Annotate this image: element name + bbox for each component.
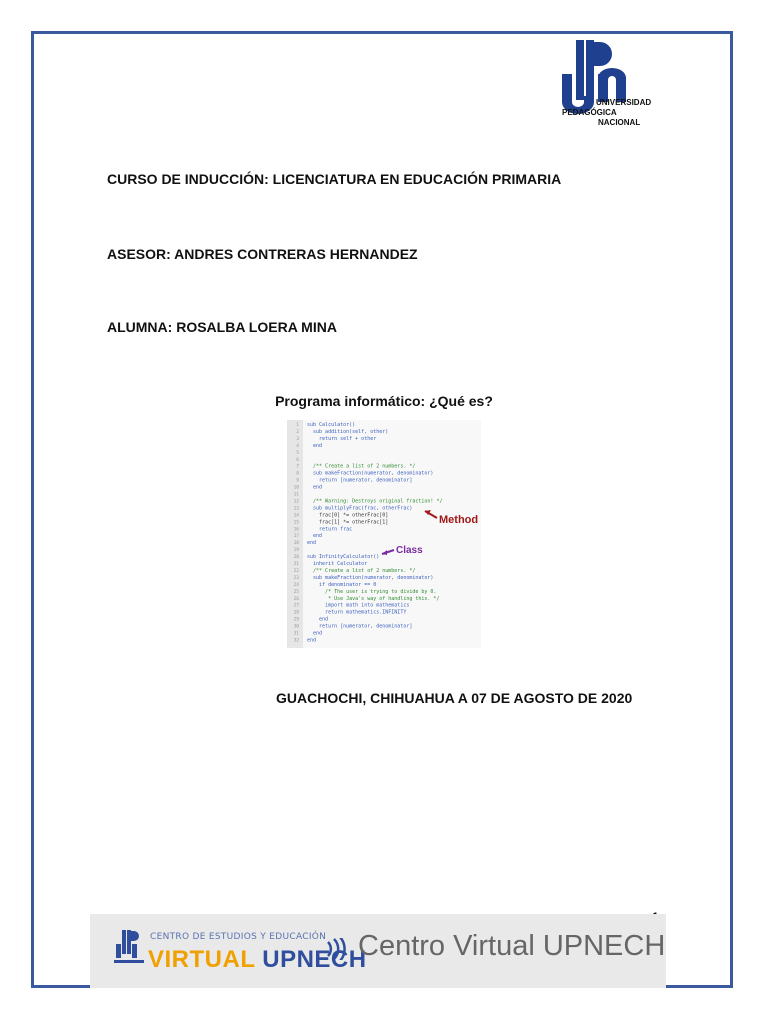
code-line: frac[1] *= otherFrac[1] bbox=[307, 519, 389, 526]
code-line: return self + other bbox=[307, 435, 377, 442]
code-line-number: 8 bbox=[296, 471, 299, 477]
banner-title: Centro Virtual UPNECH bbox=[358, 930, 666, 962]
code-line: inherit Calculator bbox=[307, 561, 368, 567]
code-line: end bbox=[307, 616, 329, 623]
code-line-number: 3 bbox=[296, 436, 299, 442]
code-line: if denominator == 0 bbox=[307, 581, 377, 588]
code-line: sub InfinityCalculator() bbox=[307, 554, 380, 561]
code-line: end bbox=[307, 484, 323, 491]
code-line-number: 5 bbox=[296, 450, 299, 456]
code-line: frac[0] *= otherFrac[0] bbox=[307, 512, 389, 519]
code-line-number: 13 bbox=[293, 506, 299, 512]
code-line: * Use Java's way of handling this. */ bbox=[307, 595, 440, 602]
banner-upnech: UPNECH bbox=[262, 946, 367, 973]
logo-line-3: NACIONAL bbox=[598, 118, 641, 127]
code-line-number: 28 bbox=[293, 610, 299, 616]
code-line-number: 2 bbox=[296, 429, 299, 435]
code-line: return mathematics.INFINITY bbox=[307, 609, 407, 616]
code-line: sub Calculator() bbox=[307, 422, 356, 428]
code-line-number: 19 bbox=[293, 548, 299, 554]
code-line: sub makeFraction(numerator, denominator) bbox=[307, 470, 434, 477]
banner-virtual: VIRTUAL bbox=[148, 946, 256, 973]
code-line-number: 16 bbox=[293, 527, 299, 533]
code-line-number: 23 bbox=[293, 575, 299, 581]
code-line-number: 25 bbox=[293, 589, 299, 595]
code-line: end bbox=[307, 442, 323, 449]
code-line-number: 29 bbox=[293, 617, 299, 623]
code-line: sub addition(self, other) bbox=[307, 428, 389, 435]
class-label: Class bbox=[396, 545, 423, 556]
code-line-number: 30 bbox=[293, 624, 299, 630]
upn-logo bbox=[558, 38, 658, 130]
logo-line-1: UNIVERSIDAD bbox=[596, 98, 652, 107]
code-line-number: 11 bbox=[293, 492, 299, 498]
advisor-line: ASESOR: ANDRES CONTRERAS HERNANDEZ bbox=[107, 246, 418, 262]
code-line: /** Warning: Destroys original fraction! */ bbox=[307, 498, 443, 505]
upnech-logo-icon bbox=[114, 928, 144, 968]
code-line-number: 4 bbox=[296, 443, 299, 449]
code-line-number: 14 bbox=[293, 513, 299, 519]
code-line-number: 17 bbox=[293, 534, 299, 540]
figure-title: Programa informático: ¿Qué es? bbox=[275, 393, 493, 409]
code-line-number: 1 bbox=[296, 423, 299, 428]
code-line: end bbox=[307, 637, 317, 644]
code-line-number: 15 bbox=[293, 520, 299, 526]
code-line: sub makeFraction(numerator, denominator) bbox=[307, 574, 434, 581]
code-line: end bbox=[307, 540, 317, 547]
code-line-number: 18 bbox=[293, 541, 299, 547]
code-line-number: 32 bbox=[293, 638, 299, 644]
code-line-number: 31 bbox=[293, 631, 299, 637]
code-line-number: 27 bbox=[293, 603, 299, 609]
code-line: return [numerator, denominator] bbox=[307, 477, 413, 484]
code-figure bbox=[287, 420, 481, 648]
footer-banner bbox=[90, 914, 666, 988]
code-line: sub multiplyFrac(frac, otherFrac) bbox=[307, 505, 413, 512]
code-line-number: 9 bbox=[296, 478, 299, 484]
method-label: Method bbox=[439, 514, 479, 526]
code-line-number: 22 bbox=[293, 568, 299, 574]
code-line-number: 10 bbox=[293, 485, 299, 491]
code-line: /** Create a list of 2 numbers. */ bbox=[307, 567, 416, 574]
code-line: return frac bbox=[307, 526, 353, 533]
code-line-number: 21 bbox=[293, 562, 299, 567]
code-line: end bbox=[307, 533, 323, 540]
code-line: import math into mathematics bbox=[307, 602, 410, 609]
code-screenshot bbox=[287, 420, 481, 648]
code-line-number: 6 bbox=[296, 457, 299, 463]
code-line-number: 26 bbox=[293, 596, 299, 602]
code-line: /** Create a list of 2 numbers. */ bbox=[307, 463, 416, 470]
banner-small-text: CENTRO DE ESTUDIOS Y EDUCACIÓN bbox=[150, 932, 327, 942]
code-line: end bbox=[307, 630, 323, 637]
student-line: ALUMNA: ROSALBA LOERA MINA bbox=[107, 319, 337, 335]
code-line: /* The user is trying to divide by 0. bbox=[307, 588, 437, 595]
place-date: GUACHOCHI, CHIHUAHUA A 07 DE AGOSTO DE 2020 bbox=[276, 690, 633, 706]
code-line-number: 7 bbox=[296, 464, 299, 470]
signal-waves-icon bbox=[324, 938, 348, 960]
code-line-number: 20 bbox=[293, 555, 299, 561]
code-line-number: 24 bbox=[293, 582, 299, 588]
logo-line-2: PEDAGÓGICA bbox=[562, 108, 617, 117]
course-title: CURSO DE INDUCCIÓN: LICENCIATURA EN EDUCACIÓN PRIMARIA bbox=[107, 171, 562, 187]
code-line: return [numerator, denominator] bbox=[307, 623, 413, 630]
code-line-number: 12 bbox=[293, 499, 299, 505]
